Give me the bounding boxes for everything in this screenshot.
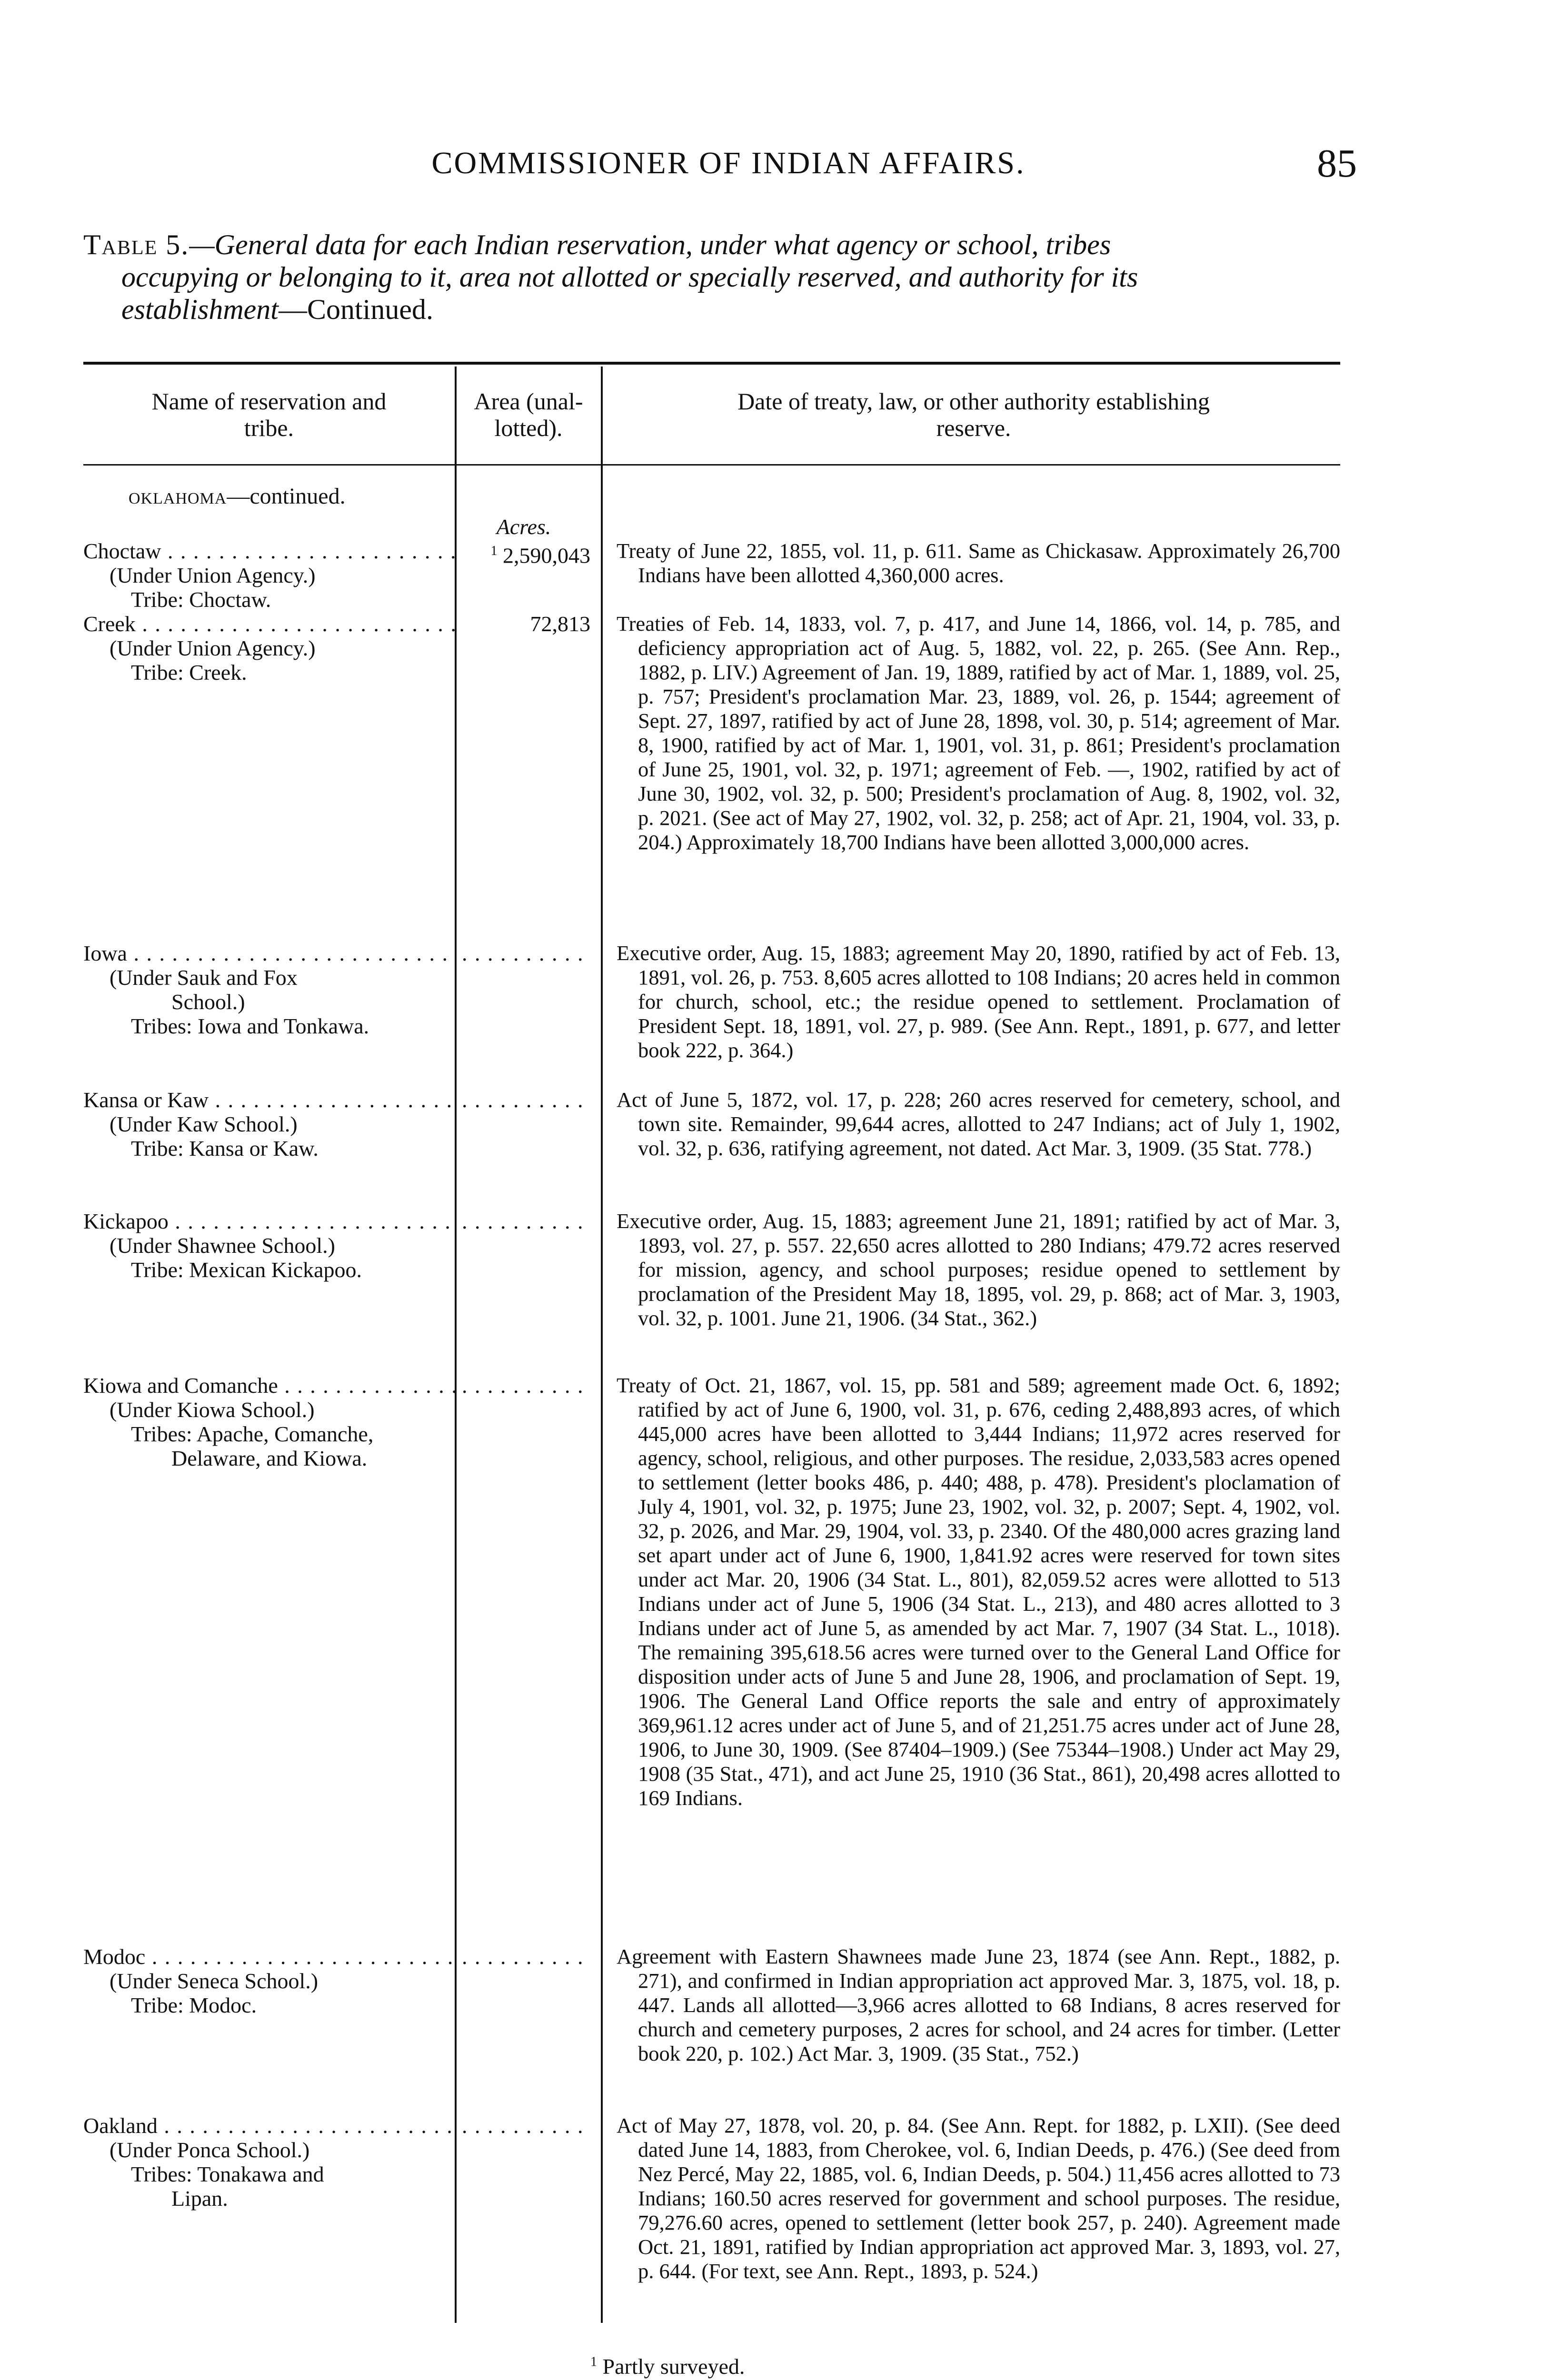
reservation-agency: (Under Shawnee School.) [110,1233,335,1258]
reservation-name: Kiowa and Comanche . . . [83,1373,455,1398]
reservation-name-cell [83,1944,455,2017]
authority-cell: Treaties of Feb. 14, 1833, vol. 7, p. 417, and June 14, 1866, vol. 14, p. 785, and deficiency appropriation act of Aug. 5, 1882, vol. 22, p. 265. (See Ann. Rep., 1882, p. LIV.) Agreement of Jan. 19, 1889, ratified by act of Mar. 1, 1889, vol. 25, p. 757; President's proclamation Mar. 23, 1889, vol. 26, p. 1544; agreement of Sept. 27, 1897, ratified by act of June 28, 1898, vol. 30, p. 514; agreement of Mar. 8, 1900, ratified by act of Mar. 1, 1901, vol. 31, p. 861; President's proclamation of June 25, 1901, vol. 32, p. 1971; agreement of Feb. —, 1902, ratified by act of June 30, 1902, vol. 32, p. 500; President's proclamation of Aug. 8, 1902, vol. 32, p. 2021. (See act of May 27, 1902, vol. 32, p. 258; act of Apr. 21, 1904, vol. 33, p. 204.) Approximately 18,700 Indians have been allotted 3,000,000 acres. [617,612,1340,854]
reservation-name: Choctaw . . . [83,539,455,563]
reservation-name: Kickapoo . . . [83,1209,455,1233]
reservation-tribe: Tribe: Choctaw. [131,587,271,612]
reservation-tribe: Tribe: Mexican Kickapoo. [131,1258,362,1282]
area-value: 2,590,043 [503,543,590,568]
footnote-text: Partly surveyed. [602,2354,745,2379]
authority-cell: Executive order, Aug. 15, 1883; agreement May 20, 1890, ratified by act of Feb. 13, 1891, vol. 26, p. 753. 8,605 acres allotted to 108 Indians; 20 acres held in common for church, school, etc.; the residue opened to settlement. Proclamation of President Sept. 18, 1891, vol. 27, p. 989. (See Ann. Rept., 1891, p. 677, and letter book 222, p. 364.) [617,941,1340,1062]
authority-cell: Act of May 27, 1878, vol. 20, p. 84. (See Ann. Rept. for 1882, p. LXII). (See deed dated June 14, 1883, from Cherokee, vol. 6, Indian Deeds, p. 476.) (See deed from Nez Percé, May 22, 1885, vol. 6, Indian Deeds, p. 504.) 11,456 acres allotted to 73 Indians; 160.50 acres reserved for government and school purposes. The residue, 79,276.60 acres, opened to settlement (letter book 257, p. 240). Agreement made Oct. 21, 1891, ratified by Indian appropriation act approved Mar. 3, 1893, vol. 27, p. 644. (For text, see Ann. Rept., 1893, p. 524.) [617,2113,1340,2283]
column-divider-2 [601,367,603,2323]
column-header-area-line-1: Area (unal- [474,388,583,415]
column-header-area [458,388,599,441]
area-cell [462,1088,590,1112]
column-divider-1 [455,367,457,2323]
reservation-name: Modoc . . . [83,1944,455,1969]
area-cell [462,1944,590,1969]
area-cell [462,539,590,567]
reservation-tribe: Tribes: Tonakawa and [131,2162,324,2186]
area-cell [462,1373,590,1398]
area-cell [462,612,590,636]
reservation-tribe: Tribe: Creek. [131,660,247,684]
reservation-name-cell [83,2113,455,2211]
reservation-agency: (Under Ponca School.) [110,2138,310,2162]
reservation-name-cell [83,941,455,1038]
page-number: 85 [1317,141,1357,186]
reservation-name-cell [83,1088,455,1160]
reservation-agency: (Under Union Agency.) [110,636,316,660]
table-caption [83,228,1350,326]
area-unit-label: Acres. [496,515,551,539]
table-continued: —Continued. [278,294,433,325]
table-title-line-2: occupying or belonging to it, area not allotted or specially reserved, and authority for its [121,261,1138,293]
state-name: oklahoma [129,484,227,509]
reservation-agency: (Under Seneca School.) [110,1969,319,1993]
reservation-name-cell [83,1209,455,1282]
column-header-name-line-2: tribe. [244,415,294,441]
table-title-line-3: establishment [121,294,279,325]
reservation-name: Kansa or Kaw . . . [83,1088,455,1112]
footnote-marker: 1 [490,544,498,558]
column-header-date [609,388,1338,441]
reservation-name-cell [83,1373,455,1470]
reservation-name-cell [83,539,455,612]
reservation-tribe: Tribe: Kansa or Kaw. [131,1136,319,1160]
state-section-label [129,483,346,509]
footnote [590,2354,971,2379]
reservation-agency-cont: School.) [171,990,245,1014]
column-header-date-line-1: Date of treaty, law, or other authority establishing [737,388,1210,415]
area-cell [462,1209,590,1233]
authority-cell: Treaty of Oct. 21, 1867, vol. 15, pp. 581 and 589; agreement made Oct. 6, 1892; ratified by act of June 6, 1900, vol. 31, p. 676, ceding 2,488,893 acres, of which 445,000 acres have been allotted to 3,444 Indians; 11,972 acres reserved for agency, school, religious, and other purposes. The residue, 2,033,583 acres opened to settlement (letter books 486, p. 440; 488, p. 478). President's ploclamation of July 4, 1901, vol. 32, p. 1975; June 23, 1902, vol. 32, p. 2007; Sept. 4, 1902, vol. 32, p. 2026, and Mar. 29, 1904, vol. 33, p. 2340. Of the 480,000 acres grazing land set apart under act of June 6, 1900, 1,841.92 acres were reserved for town sites under act Mar. 20, 1906 (34 Stat. L., 801), 82,059.52 acres were allotted to 513 Indians under act of June 5, 1906 (34 Stat. L., 213), and 480 acres allotted to 3 Indians under act of June 5, as amended by act Mar. 7, 1907 (34 Stat. L., 1018). The remaining 395,618.56 acres were turned over to the General Land Office for disposition under acts of June 5 and June 28, 1906, and proclamation of Sept. 19, 1906. The General Land Office reports the sale and entry of approximately 369,961.12 acres under act of June 5, and of 21,251.75 acres under act of June 28, 1906, to June 30, 1909. (See 87404–1909.) (See 75344–1908.) Under act May 29, 1908 (35 Stat., 471), and act June 25, 1910 (36 Stat., 861), 20,498 acres allotted to 169 Indians. [617,1373,1340,1810]
header-bottom-rule [83,464,1340,466]
reservation-name-cell [83,612,455,684]
running-head: COMMISSIONER OF INDIAN AFFAIRS. [431,146,1026,180]
reservation-name: Creek . . . [83,612,455,636]
area-value: 72,813 [530,612,590,636]
table-top-rule [83,362,1340,365]
reservation-tribe: Tribes: Iowa and Tonkawa. [131,1014,369,1038]
area-cell [462,2113,590,2138]
footnote-mark: 1 [590,2354,597,2370]
reservation-agency: (Under Kiowa School.) [110,1398,315,1422]
reservation-name: Iowa . . . [83,941,455,965]
area-cell [462,941,590,965]
column-header-name-line-1: Name of reservation and [151,388,387,415]
reservation-agency: (Under Sauk and Fox [110,965,298,990]
reservation-agency: (Under Union Agency.) [110,563,316,587]
reservation-tribe-cont: Lipan. [171,2186,228,2211]
authority-cell: Agreement with Eastern Shawnees made June 23, 1874 (see Ann. Rept., 1882, p. 271), and confirmed in Indian appropriation act approved Mar. 3, 1875, vol. 18, p. 447. Lands all allotted—3,966 acres allotted to 68 Indians, 8 acres reserved for church and cemetery purposes, 2 acres for school, and 24 acres for timber. (Letter book 220, p. 102.) Act Mar. 3, 1909. (35 Stat., 752.) [617,1944,1340,2065]
authority-cell: Act of June 5, 1872, vol. 17, p. 228; 260 acres reserved for cemetery, school, and town site. Remainder, 99,644 acres, allotted to 247 Indians; act of July 1, 1902, vol. 32, p. 636, ratifying agreement, not dated. Act Mar. 3, 1909. (35 Stat. 778.) [617,1088,1340,1160]
authority-cell: Executive order, Aug. 15, 1883; agreement June 21, 1891; ratified by act of Mar. 3, 1893, vol. 27, p. 557. 22,650 acres allotted to 280 Indians; 479.72 acres reserved for mission, agency, and school purposes; residue opened to settlement by proclamation of the President May 18, 1895, vol. 29, p. 868; act of Mar. 3, 1903, vol. 32, p. 1001. June 21, 1906. (34 Stat., 362.) [617,1209,1340,1330]
reservation-tribe: Tribes: Apache, Comanche, [131,1422,374,1446]
table-label: Table 5. [83,229,189,260]
reservation-tribe: Tribe: Modoc. [131,1993,257,2017]
reservation-agency: (Under Kaw School.) [110,1112,298,1136]
column-header-name [90,388,448,441]
authority-cell: Treaty of June 22, 1855, vol. 11, p. 611. Same as Chickasaw. Approximately 26,700 Indians have been allotted 4,360,000 acres. [617,539,1340,587]
reservation-tribe-cont: Delaware, and Kiowa. [171,1446,368,1470]
column-header-area-line-2: lotted). [494,415,563,441]
column-header-date-line-2: reserve. [936,415,1011,441]
table-title-line-1: —General data for each Indian reservation, under what agency or school, tribes [189,229,1111,260]
state-continued: —continued. [227,484,346,509]
reservation-name: Oakland . . . [83,2113,455,2138]
